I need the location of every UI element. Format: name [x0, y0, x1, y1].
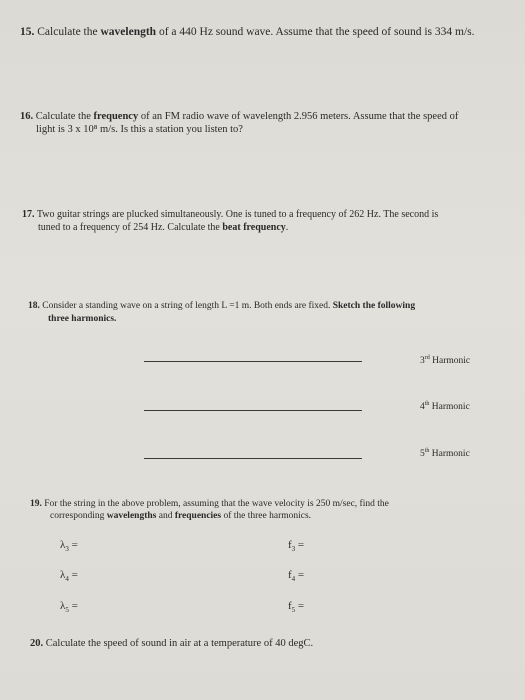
freq-symbol: f	[288, 569, 292, 581]
lambda-4-field[interactable]	[60, 569, 78, 583]
freq-5-field[interactable]	[288, 600, 304, 614]
harmonic-word: Harmonic	[432, 356, 471, 367]
equals-sign: =	[297, 539, 305, 551]
freq-subscript: 5	[291, 606, 296, 615]
lambda-subscript: 4	[65, 575, 69, 584]
question-number: 15.	[20, 26, 35, 38]
question-text: corresponding	[50, 511, 107, 521]
question-text: tuned to a frequency of 254 Hz. Calculate the	[38, 222, 223, 233]
question-text-line2: light is 3 x 10⁸ m/s. Is this a station you listen to?	[36, 124, 243, 135]
question-15	[20, 26, 515, 39]
harmonic-ordinal: rd	[424, 355, 430, 361]
harmonic-ordinal: th	[424, 448, 430, 454]
freq-symbol: f	[288, 539, 292, 551]
lambda-symbol: λ	[60, 569, 66, 581]
question-number: 18.	[28, 301, 40, 311]
question-19	[30, 498, 498, 522]
question-17	[22, 208, 507, 234]
lambda-5-field[interactable]	[60, 600, 78, 614]
question-text: .	[285, 222, 289, 233]
question-keyword: Sketch the following	[332, 301, 416, 311]
sketch-line-3rd[interactable]	[144, 361, 362, 362]
harmonic-number: 5	[420, 449, 425, 460]
harmonic-ordinal: th	[424, 401, 430, 407]
harmonic-label-3rd	[420, 355, 470, 366]
question-number: 19.	[30, 499, 42, 509]
question-text: of a 440 Hz sound wave. Assume that the speed of sound is 334 m/s.	[156, 26, 475, 38]
lambda-symbol: λ	[60, 600, 66, 612]
question-keyword: frequency	[93, 111, 139, 122]
harmonic-label-4th	[420, 401, 470, 412]
harmonic-number: 4	[420, 402, 425, 413]
harmonic-label-5th	[420, 448, 470, 459]
question-text: of the three harmonics.	[221, 511, 312, 521]
equals-sign: =	[71, 539, 78, 551]
question-text: Two guitar strings are plucked simultaneously. One is tuned to a frequency of 262 Hz. The second is	[36, 209, 439, 220]
question-keyword: wavelength	[100, 26, 157, 38]
question-20	[30, 637, 490, 650]
freq-subscript: 4	[291, 575, 296, 584]
question-18	[28, 300, 498, 326]
lambda-subscript: 3	[65, 545, 69, 554]
harmonic-word: Harmonic	[431, 449, 470, 460]
question-number: 17.	[22, 209, 35, 220]
question-text: Calculate the	[35, 111, 94, 122]
question-number: 20.	[30, 638, 44, 649]
equals-sign: =	[71, 600, 78, 612]
question-keyword: frequencies	[174, 511, 222, 521]
freq-4-field[interactable]	[288, 569, 304, 583]
freq-3-field[interactable]	[288, 539, 304, 553]
lambda-symbol: λ	[60, 539, 66, 551]
question-keyword: wavelengths	[106, 511, 157, 521]
equals-sign: =	[297, 600, 305, 612]
lambda-3-field[interactable]	[60, 539, 78, 553]
freq-subscript: 3	[291, 545, 296, 554]
question-text: Consider a standing wave on a string of length L =1 m. Both ends are fixed.	[42, 301, 333, 311]
question-keyword: three harmonics.	[48, 314, 117, 324]
sketch-line-5th[interactable]	[144, 458, 362, 459]
question-text: For the string in the above problem, assuming that the wave velocity is 250 m/sec, find the	[44, 499, 389, 509]
question-text: of an FM radio wave of wavelength 2.956 meters. Assume that the speed of	[138, 111, 459, 122]
question-number: 16.	[20, 111, 34, 122]
equals-sign: =	[297, 569, 305, 581]
question-text: Calculate the	[37, 26, 101, 38]
harmonic-word: Harmonic	[431, 402, 470, 413]
harmonic-number: 3	[420, 356, 425, 367]
equals-sign: =	[71, 569, 78, 581]
freq-symbol: f	[288, 600, 292, 612]
lambda-subscript: 5	[65, 606, 69, 615]
question-keyword: beat frequency	[222, 222, 286, 233]
sketch-line-4th[interactable]	[144, 410, 362, 411]
question-text: and	[156, 511, 175, 521]
question-16	[20, 110, 515, 136]
question-text: Calculate the speed of sound in air at a temperature of 40 degC.	[45, 638, 314, 649]
